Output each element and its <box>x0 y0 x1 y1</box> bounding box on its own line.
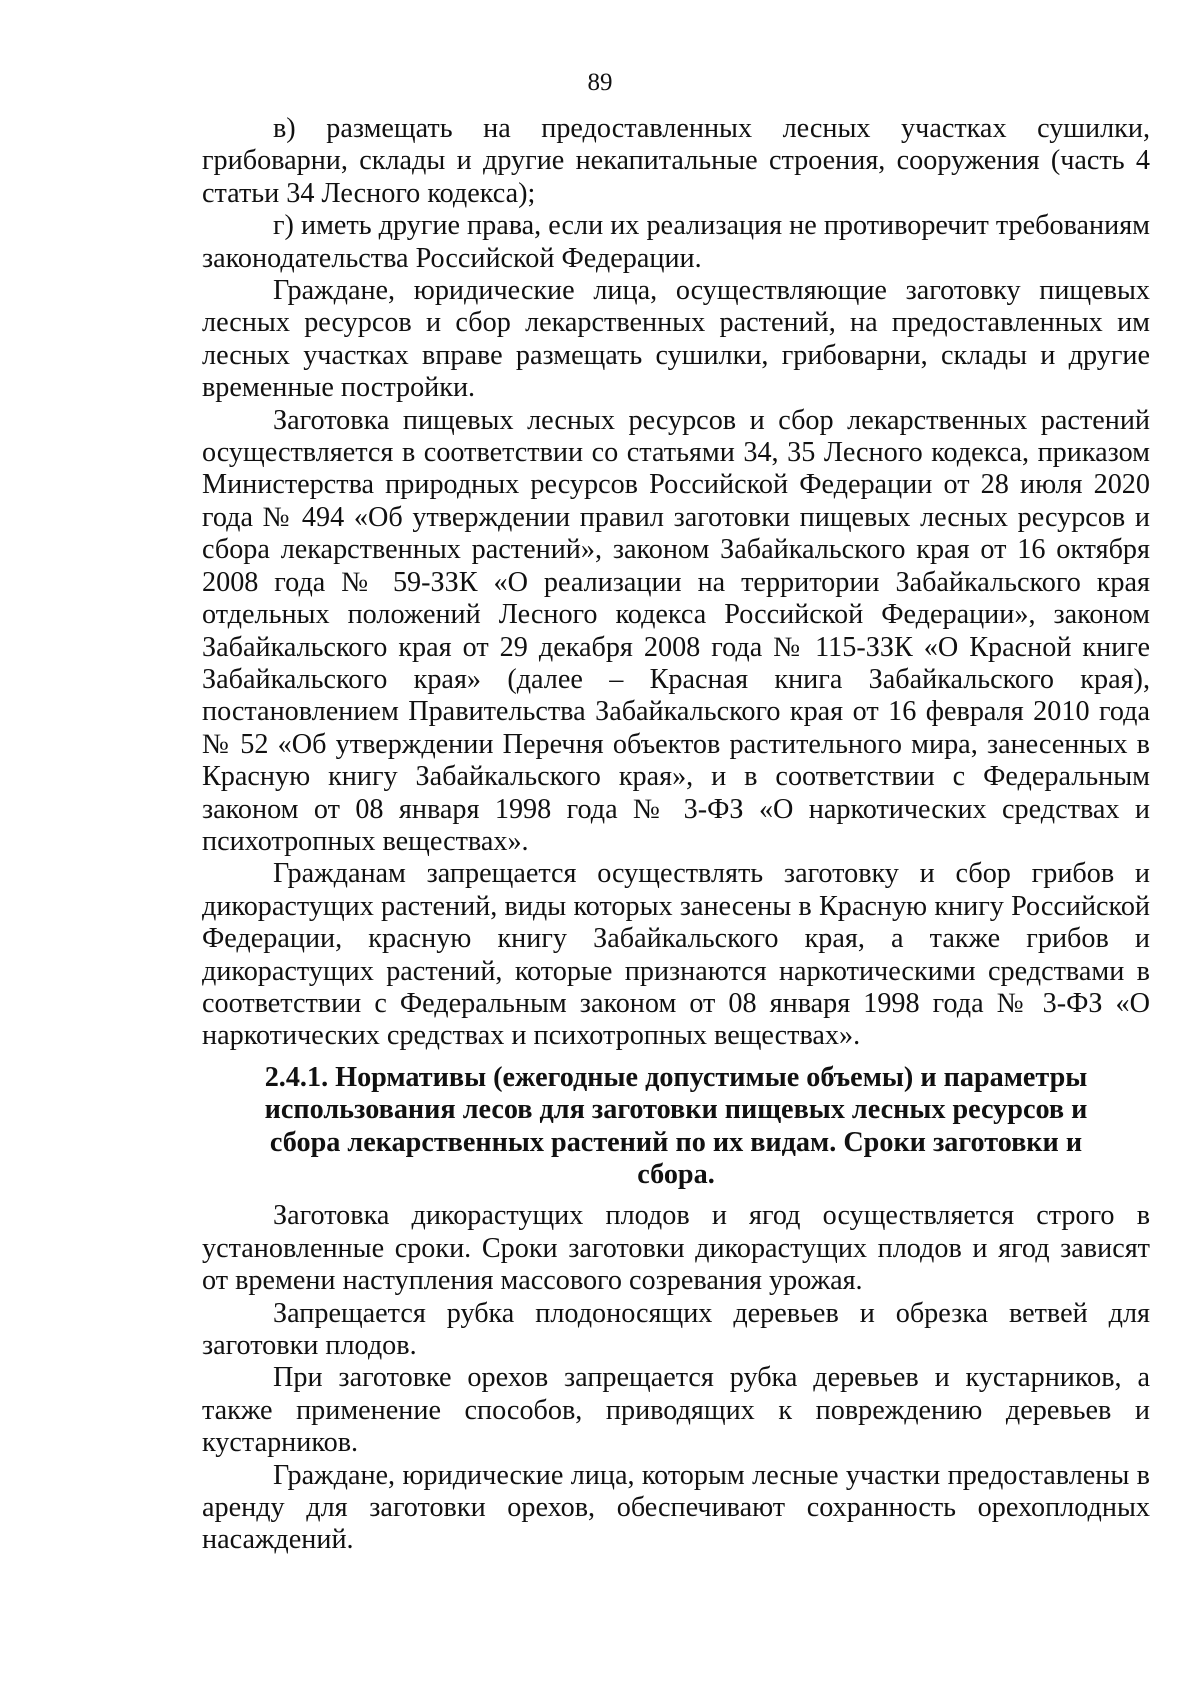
paragraph: Гражданам запрещается осуществлять заготовку и сбор грибов и дикорастущих растений, виды которых занесены в Красную книгу Российской Федерации, красную книгу Забайкальского края, а также грибов и дикорастущих растений, которые признаются наркотическими средствами в соответствии с Федеральным законом от 08 января 1998 года № 3-ФЗ «О наркотических средствах и психотропных веществах». <box>202 858 1150 1052</box>
page-number: 89 <box>587 69 613 96</box>
paragraph: г) иметь другие права, если их реализация не противоречит требованиям законодательства Российской Федерации. <box>202 210 1150 274</box>
paragraph: Заготовка дикорастущих плодов и ягод осуществляется строго в установленные сроки. Сроки заготовки дикорастущих плодов и ягод зависят от времени наступления массового созревания урожая. <box>202 1200 1150 1297</box>
document-body <box>202 113 1150 1557</box>
paragraph: Граждане, юридические лица, которым лесные участки предоставлены в аренду для заготовки орехов, обеспечивают сохранность орехоплодных насаждений. <box>202 1459 1150 1556</box>
paragraph: Граждане, юридические лица, осуществляющие заготовку пищевых лесных ресурсов и сбор лекарственных растений, на предоставленных им лесных участках вправе размещать сушилки, грибоварни, склады и другие временные постройки. <box>202 275 1150 404</box>
paragraph: При заготовке орехов запрещается рубка деревьев и кустарников, а также применение способов, приводящих к повреждению деревьев и кустарников. <box>202 1362 1150 1459</box>
paragraph: Заготовка пищевых лесных ресурсов и сбор лекарственных растений осуществляется в соответствии со статьями 34, 35 Лесного кодекса, приказом Министерства природных ресурсов Российской Федерации от 28 июля 2020 года № 494 «Об утверждении правил заготовки пищевых лесных ресурсов и сбора лекарственных растений», законом Забайкальского края от 16 октября 2008 года № 59-ЗЗК «О реализации на территории Забайкальского края отдельных положений Лесного кодекса Российской Федерации», законом Забайкальского края от 29 декабря 2008 года № 115-ЗЗК «О Красной книге Забайкальского края» (далее – Красная книга Забайкальского края), постановлением Правительства Забайкальского края от 16 февраля 2010 года № 52 «Об утверждении Перечня объектов растительного мира, занесенных в Красную книгу Забайкальского края», и в соответствии с Федеральным законом от 08 января 1998 года № 3-ФЗ «О наркотических средствах и психотропных веществах». <box>202 404 1150 857</box>
paragraph: Запрещается рубка плодоносящих деревьев и обрезка ветвей для заготовки плодов. <box>202 1297 1150 1362</box>
section-heading: 2.4.1. Нормативы (ежегодные допустимые объемы) и параметры использования лесов для заготовки пищевых лесных ресурсов и сбора лекарственных растений по их видам. Сроки заготовки и сбора. <box>264 1061 1088 1190</box>
paragraph: в) размещать на предоставленных лесных участках сушилки, грибоварни, склады и другие некапитальные строения, сооружения (часть 4 статьи 34 Лесного кодекса); <box>202 113 1150 209</box>
